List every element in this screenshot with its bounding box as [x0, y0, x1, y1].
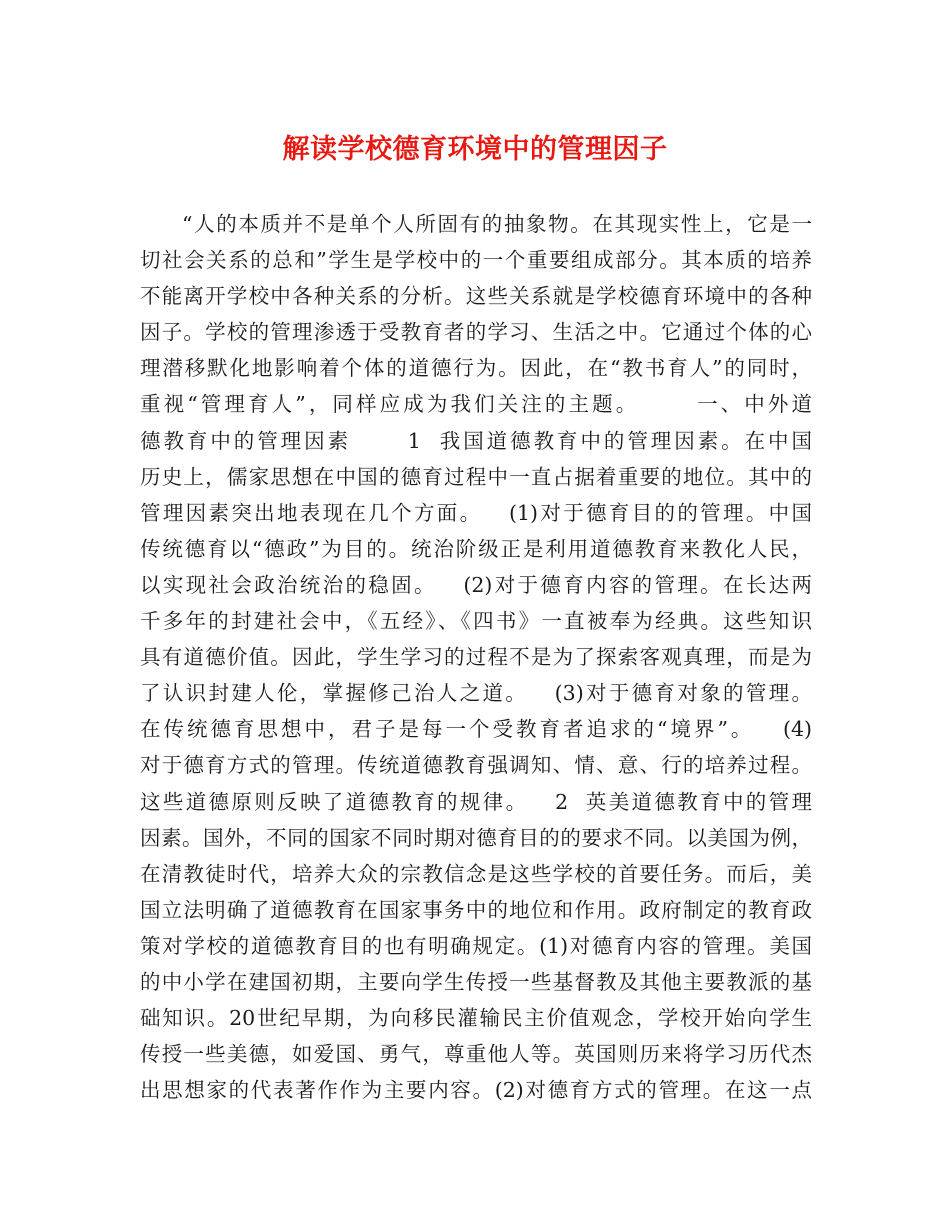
body-line: 在清教徒时代，培养大众的宗教信念是这些学校的首要任务。而后，美: [140, 861, 812, 886]
body-line: 因子。学校的管理渗透于受教育者的学习、生活之中。它通过个体的心: [140, 320, 812, 345]
body-line: 了认识封建人伦，掌握修己治人之道。 (3)对于德育对象的管理。: [140, 681, 812, 706]
body-line: 对于德育方式的管理。传统道德教育强调知、情、意、行的培养过程。: [140, 753, 812, 778]
body-line: 出思想家的代表著作作为主要内容。(2)对德育方式的管理。在这一点: [140, 1078, 812, 1103]
body-line: 策对学校的道德教育目的也有明确规定。(1)对德育内容的管理。美国: [140, 933, 812, 958]
body-line: 础知识。20世纪早期，为向移民灌输民主价值观念，学校开始向学生: [140, 1006, 812, 1031]
body-line: 在传统德育思想中，君子是每一个受教育者追求的“境界”。 (4): [140, 717, 812, 742]
body-line: 切社会关系的总和”学生是学校中的一个重要组成部分。其本质的培养: [140, 248, 812, 273]
body-line: 具有道德价值。因此，学生学习的过程不是为了探索客观真理，而是为: [140, 645, 812, 670]
body-line: 以实现社会政治统治的稳固。 (2)对于德育内容的管理。在长达两: [140, 572, 812, 597]
body-line: 千多年的封建社会中，《五经》、《四书》一直被奉为经典。这些知识: [140, 609, 812, 634]
body-line: 历史上，儒家思想在中国的德育过程中一直占据着重要的地位。其中的: [140, 464, 812, 489]
body-line: 管理因素突出地表现在几个方面。 (1)对于德育目的的管理。中国: [140, 500, 812, 525]
document-body: [140, 206, 812, 1108]
body-line: 因素。国外，不同的国家不同时期对德育目的的要求不同。以美国为例，: [140, 825, 812, 850]
body-line: 传统德育以“德政”为目的。统治阶级正是利用道德教育来教化人民，: [140, 536, 812, 561]
body-line: 这些道德原则反映了道德教育的规律。 2 英美道德教育中的管理: [140, 789, 812, 814]
body-line: 德教育中的管理因素 1 我国道德教育中的管理因素。在中国: [140, 428, 812, 453]
body-line: 重视“管理育人”，同样应成为我们关注的主题。 一、中外道: [140, 392, 812, 417]
body-line: 理潜移默化地影响着个体的道德行为。因此，在“教书育人”的同时，: [140, 356, 812, 381]
body-line: 的中小学在建国初期，主要向学生传授一些基督教及其他主要教派的基: [140, 969, 812, 994]
body-line: “人的本质并不是单个人所固有的抽象物。在其现实性上，它是一: [182, 212, 812, 236]
document-title: 解读学校德育环境中的管理因子: [282, 134, 668, 165]
body-line: 不能离开学校中各种关系的分析。这些关系就是学校德育环境中的各种: [140, 284, 812, 309]
body-line: 国立法明确了道德教育在国家事务中的地位和作用。政府制定的教育政: [140, 897, 812, 922]
body-line: 传授一些美德，如爱国、勇气，尊重他人等。英国则历来将学习历代杰: [140, 1042, 812, 1067]
